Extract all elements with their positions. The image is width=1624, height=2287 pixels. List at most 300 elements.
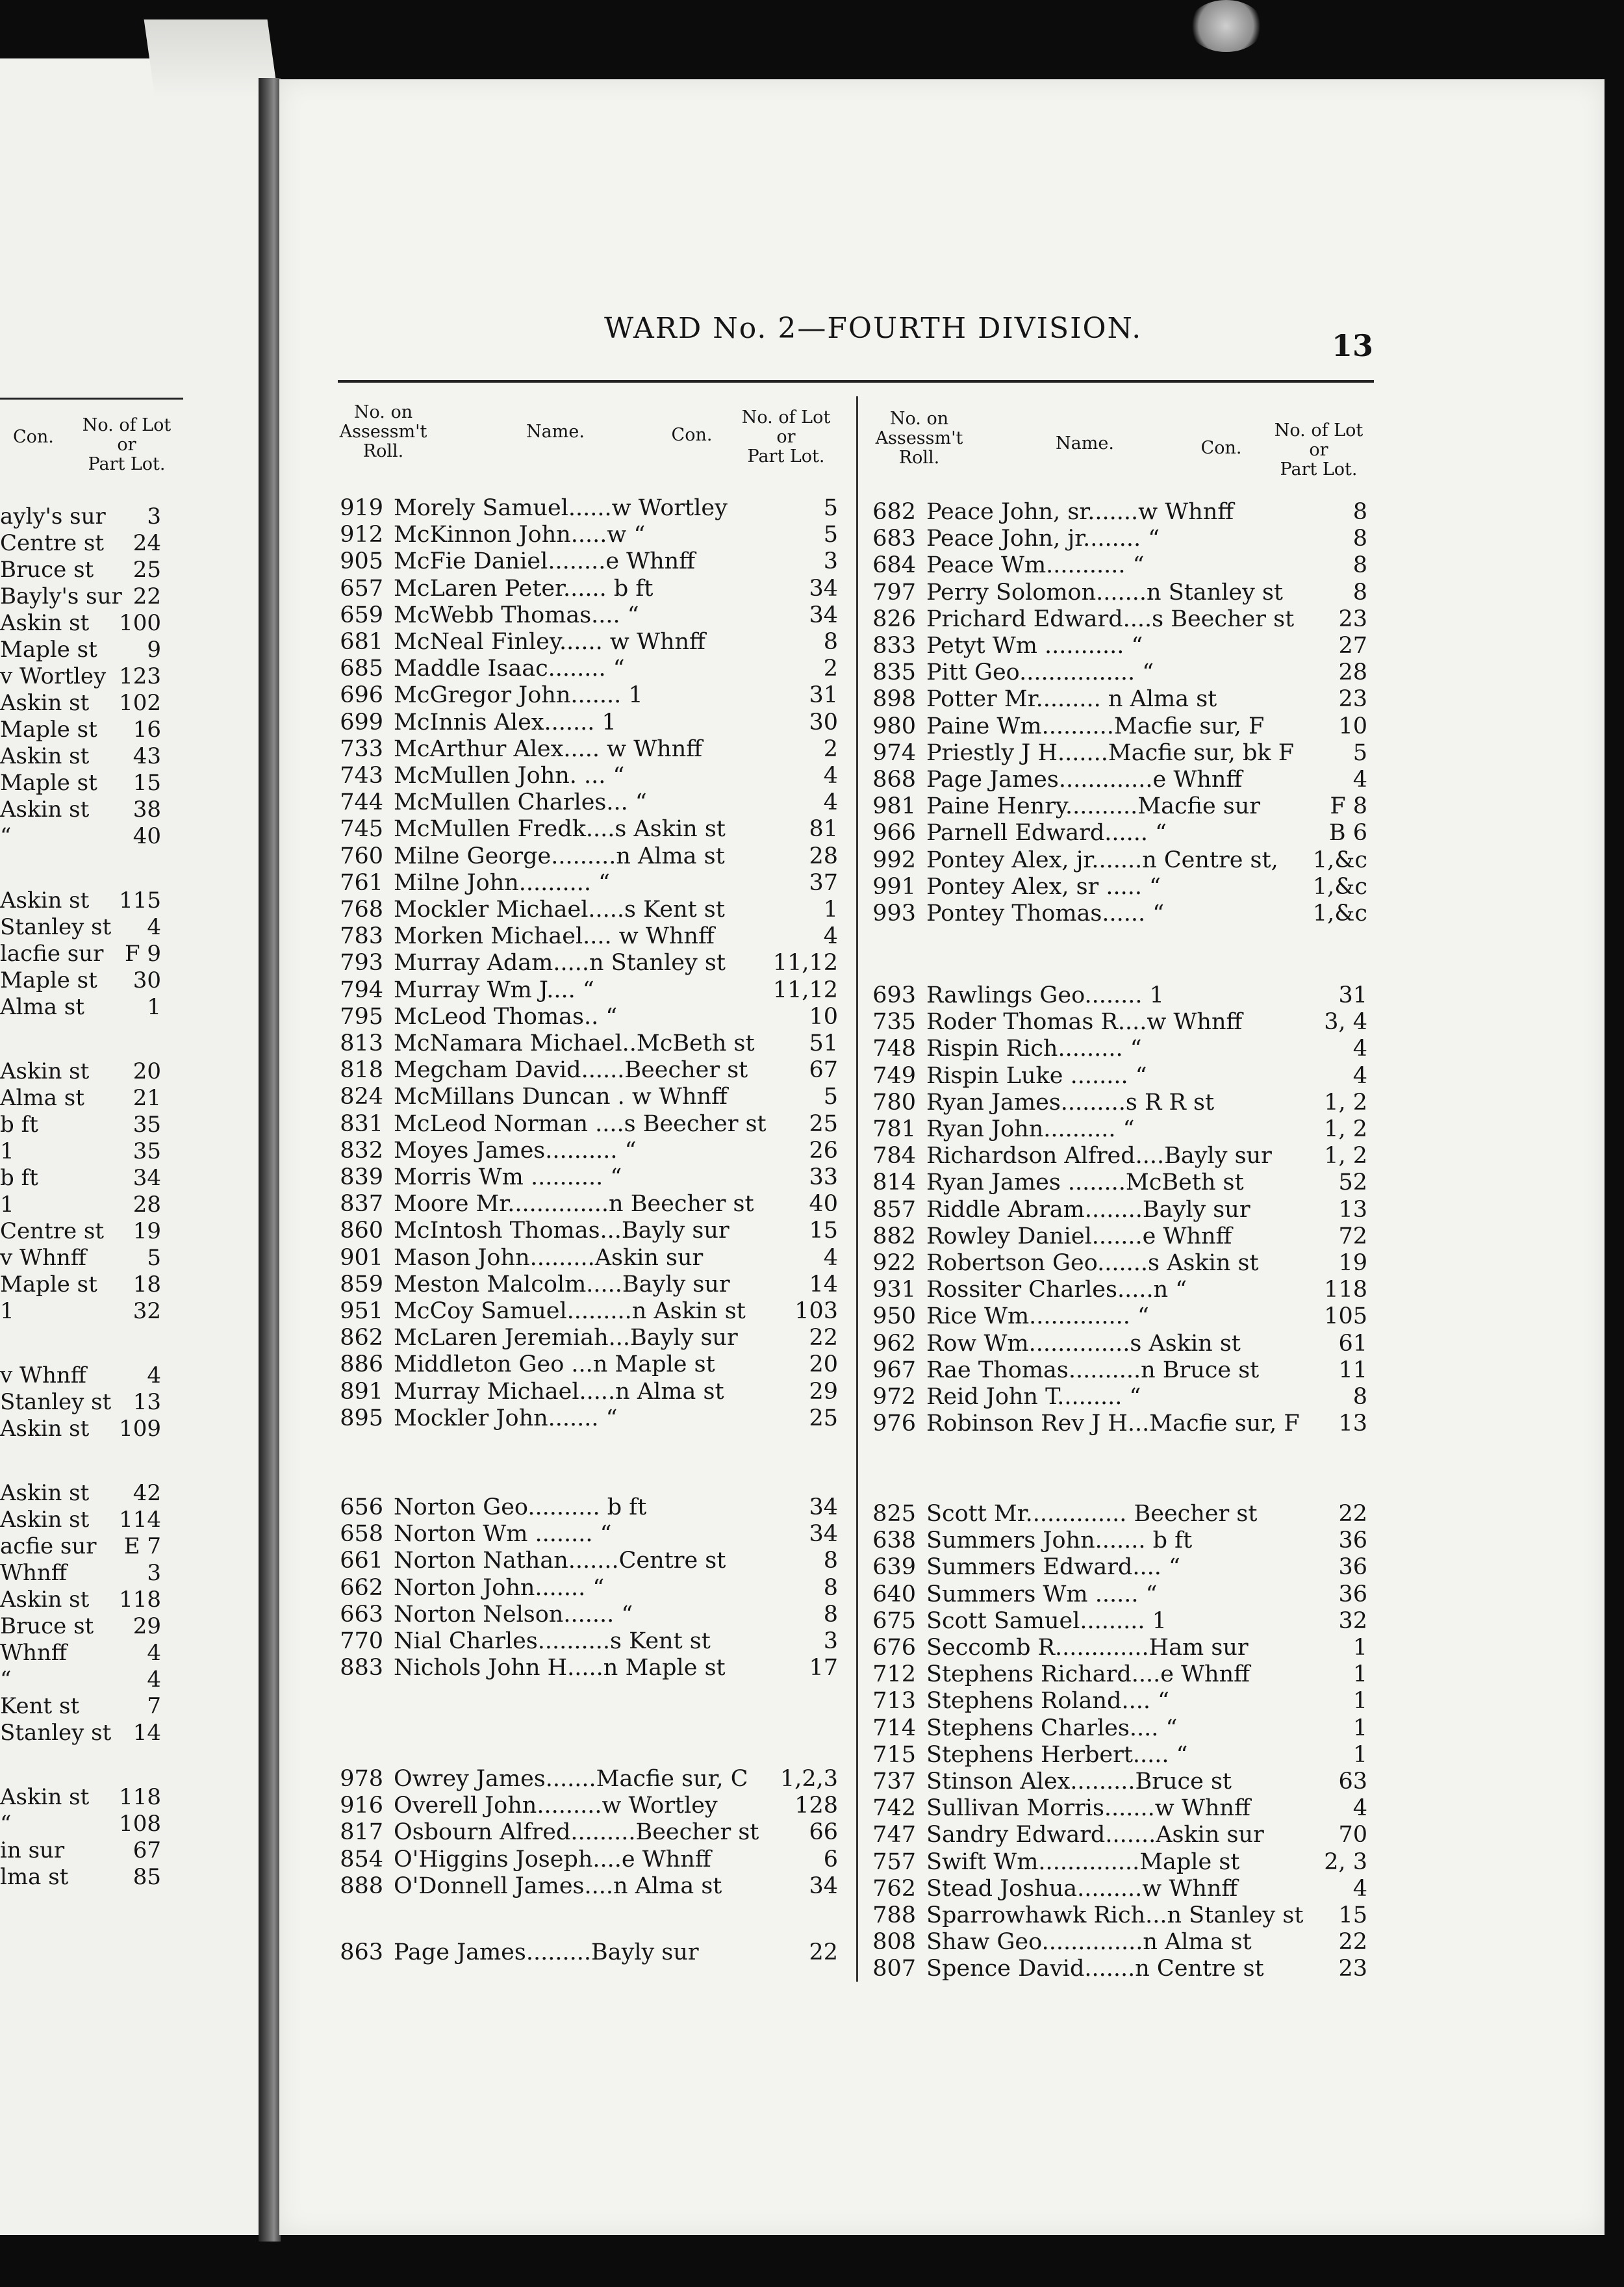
right-entry xyxy=(864,1715,1367,1741)
facing-con: Maple st xyxy=(0,1271,97,1297)
facing-con: Askin st xyxy=(0,1058,90,1084)
lot-number: 27 xyxy=(1338,633,1367,659)
facing-lot: 115 xyxy=(119,888,161,914)
roll-number: 663 xyxy=(340,1601,383,1628)
entry-name: Mockler Michael.....s Kent st xyxy=(394,897,725,923)
lot-number: 5 xyxy=(1352,739,1367,766)
facing-lot: 38 xyxy=(133,797,161,823)
left-con-header: Con. xyxy=(671,425,713,445)
roll-number: 813 xyxy=(340,1030,383,1056)
left-entry xyxy=(331,1245,838,1271)
entry-name: Page James.............e Whnff xyxy=(926,767,1243,793)
right-entry xyxy=(864,1303,1367,1329)
facing-row xyxy=(0,1271,161,1297)
lot-number: 2 xyxy=(823,656,838,682)
right-entry xyxy=(864,874,1367,900)
entry-name: Murray Adam.....n Stanley st xyxy=(394,950,726,977)
entry-name: Megcham David......Beecher st xyxy=(394,1057,748,1084)
entry-name: Norton Geo.......... b ft xyxy=(394,1494,647,1520)
entry-name: Page James.........Bayly sur xyxy=(394,1939,699,1965)
left-roll-header: No. on Assessm't Roll. xyxy=(339,402,427,461)
entry-name: Overell John.........w Wortley xyxy=(394,1793,718,1819)
lot-number: 1,&c xyxy=(1312,847,1367,873)
facing-lot: 35 xyxy=(133,1138,161,1164)
entry-name: Norton Nelson....... “ xyxy=(394,1601,633,1628)
facing-lot: 34 xyxy=(133,1165,161,1191)
left-entry xyxy=(331,1602,838,1628)
entry-name: Morely Samuel......w Wortley xyxy=(394,495,728,521)
entry-name: McMullen Fredk....s Askin st xyxy=(394,816,726,843)
roll-number: 962 xyxy=(872,1330,916,1357)
facing-row xyxy=(0,1389,161,1415)
entry-name: Row Wm..............s Askin st xyxy=(926,1330,1241,1357)
roll-number: 974 xyxy=(872,739,916,766)
entry-name: Richardson Alfred....Bayly sur xyxy=(926,1143,1272,1169)
left-entry xyxy=(331,1521,838,1547)
facing-row xyxy=(0,1442,161,1468)
roll-number: 931 xyxy=(872,1277,916,1303)
lot-number: 1 xyxy=(1352,1715,1367,1741)
entry-name: Stephens Roland.... “ xyxy=(926,1688,1169,1715)
roll-number: 993 xyxy=(872,901,916,926)
right-entry xyxy=(864,686,1367,712)
facing-row xyxy=(0,888,161,914)
facing-con: v Whnff xyxy=(0,1245,86,1271)
facing-lot: 40 xyxy=(133,823,161,849)
roll-number: 950 xyxy=(872,1303,916,1330)
roll-number: 784 xyxy=(872,1143,916,1169)
left-entry xyxy=(331,736,838,762)
right-entry xyxy=(864,1090,1367,1116)
facing-row xyxy=(0,941,161,967)
entry-name: Robinson Rev J H...Macfie sur, F xyxy=(926,1411,1300,1437)
entry-name: McArthur Alex..... w Whnff xyxy=(394,735,703,762)
roll-number: 824 xyxy=(340,1084,383,1110)
facing-lot: 4 xyxy=(147,1667,161,1693)
lot-number: 1 xyxy=(1352,1635,1367,1661)
facing-row xyxy=(0,1667,161,1693)
roll-number: 683 xyxy=(872,526,916,552)
lot-number: 31 xyxy=(1338,982,1367,1008)
facing-con: Askin st xyxy=(0,1480,90,1506)
lot-number: 4 xyxy=(823,923,838,950)
roll-number: 886 xyxy=(340,1351,383,1378)
right-entry xyxy=(864,1849,1367,1875)
lot-number: 13 xyxy=(1338,1196,1367,1223)
roll-number: 966 xyxy=(872,820,916,847)
roll-number: 922 xyxy=(872,1250,916,1276)
lot-number: B 6 xyxy=(1328,820,1367,847)
roll-number: 882 xyxy=(872,1223,916,1249)
facing-con: Alma st xyxy=(0,1085,84,1111)
entry-name: Spence David.......n Centre st xyxy=(926,1956,1264,1982)
entry-name: Seccomb R.............Ham sur xyxy=(926,1635,1249,1661)
left-entry xyxy=(331,763,838,789)
left-entry xyxy=(331,1271,838,1297)
left-entry xyxy=(331,1575,838,1601)
left-entry xyxy=(331,1628,838,1654)
lot-number: 1, 2 xyxy=(1324,1116,1367,1142)
entry-name: Stephens Richard....e Whnff xyxy=(926,1661,1250,1688)
lot-number: 28 xyxy=(809,843,838,869)
right-entry xyxy=(864,1527,1367,1553)
roll-number: 639 xyxy=(872,1554,916,1581)
facing-con: 1 xyxy=(0,1138,14,1164)
entry-name: McMillans Duncan . w Whnff xyxy=(394,1084,728,1110)
facing-con: v Wortley xyxy=(0,663,107,689)
lot-number: F 8 xyxy=(1330,793,1367,820)
lot-number: 20 xyxy=(809,1351,838,1378)
facing-con: Kent st xyxy=(0,1693,80,1719)
roll-number: 749 xyxy=(872,1062,916,1089)
entry-name: Ryan James ........McBeth st xyxy=(926,1169,1244,1196)
lot-number: 61 xyxy=(1338,1330,1367,1357)
facing-con: lma st xyxy=(0,1864,69,1890)
right-entry xyxy=(864,1169,1367,1195)
roll-number: 781 xyxy=(872,1116,916,1142)
entry-name: Priestly J H.......Macfie sur, bk F xyxy=(926,739,1295,766)
entry-name: Nial Charles..........s Kent st xyxy=(394,1628,711,1654)
left-entry xyxy=(331,1655,838,1681)
facing-con: Maple st xyxy=(0,967,97,993)
left-entry xyxy=(331,709,838,735)
entry-name: Moore Mr..............n Beecher st xyxy=(394,1191,754,1218)
facing-row xyxy=(0,690,161,716)
facing-row xyxy=(0,797,161,823)
entry-name: O'Higgins Joseph....e Whnff xyxy=(394,1846,711,1872)
facing-lot: 22 xyxy=(133,583,161,609)
facing-con: Askin st xyxy=(0,1587,90,1613)
entry-name: Peace Wm........... “ xyxy=(926,552,1145,579)
lot-number: 72 xyxy=(1338,1223,1367,1249)
entry-name: Milne George.........n Alma st xyxy=(394,843,725,869)
entry-name: Rossiter Charles.....n “ xyxy=(926,1277,1187,1303)
lot-number: 2 xyxy=(823,735,838,762)
facing-row xyxy=(0,504,161,530)
entry-name: Mockler John....... “ xyxy=(394,1405,618,1431)
lot-number: 1,2,3 xyxy=(780,1766,838,1792)
entry-name: Sandry Edward.......Askin sur xyxy=(926,1822,1264,1848)
entry-name: McCoy Samuel.........n Askin st xyxy=(394,1298,746,1324)
facing-row xyxy=(0,610,161,636)
facing-lot: 25 xyxy=(133,557,161,583)
lot-number: 4 xyxy=(823,789,838,816)
facing-con: b ft xyxy=(0,1165,38,1191)
lot-number: 10 xyxy=(1338,713,1367,739)
entry-name: Summers Wm ...... “ xyxy=(926,1581,1158,1607)
roll-number: 808 xyxy=(872,1929,916,1956)
roll-number: 742 xyxy=(872,1795,916,1822)
lot-number: 19 xyxy=(1338,1250,1367,1276)
roll-number: 991 xyxy=(872,873,916,900)
facing-con: Askin st xyxy=(0,1507,90,1533)
facing-lot: 3 xyxy=(147,504,161,530)
roll-number: 684 xyxy=(872,552,916,579)
right-entry xyxy=(864,847,1367,873)
lot-number: 1,&c xyxy=(1312,873,1367,900)
lot-number: 1 xyxy=(1352,1688,1367,1715)
entry-name: McWebb Thomas.... “ xyxy=(394,602,639,628)
lot-number: 11,12 xyxy=(772,977,838,1003)
facing-con: Askin st xyxy=(0,743,90,769)
roll-number: 980 xyxy=(872,713,916,739)
facing-row xyxy=(0,1640,161,1666)
right-entry xyxy=(864,1554,1367,1580)
facing-lot: 5 xyxy=(147,1245,161,1271)
roll-number: 972 xyxy=(872,1384,916,1410)
facing-row xyxy=(0,1192,161,1218)
facing-lot: F 9 xyxy=(124,941,161,967)
lot-number: 31 xyxy=(809,682,838,709)
lot-number: 22 xyxy=(809,1325,838,1351)
lot-number: 36 xyxy=(1338,1527,1367,1554)
lot-number: 4 xyxy=(823,763,838,789)
lot-number: 4 xyxy=(1352,1875,1367,1902)
facing-lot: 100 xyxy=(119,610,161,636)
lot-number: 1, 2 xyxy=(1324,1089,1367,1116)
lot-number: 36 xyxy=(1338,1581,1367,1607)
lot-number: 51 xyxy=(809,1030,838,1056)
facing-row xyxy=(0,1245,161,1271)
right-entry xyxy=(864,659,1367,685)
ink-blot xyxy=(1189,0,1263,52)
right-entry xyxy=(864,1223,1367,1249)
entry-name: Norton John....... “ xyxy=(394,1574,605,1601)
left-entry xyxy=(331,1819,838,1845)
entry-name: Norton Wm ........ “ xyxy=(394,1521,612,1548)
left-entry xyxy=(331,870,838,896)
facing-row xyxy=(0,557,161,583)
right-entry xyxy=(864,1250,1367,1276)
facing-lot: 123 xyxy=(119,663,161,689)
left-entry xyxy=(331,1379,838,1405)
roll-number: 685 xyxy=(340,656,383,682)
roll-number: 675 xyxy=(872,1607,916,1634)
entry-name: McLaren Peter...... b ft xyxy=(394,575,653,602)
roll-number: 863 xyxy=(340,1939,383,1965)
entry-name: Pitt Geo................ “ xyxy=(926,659,1154,686)
left-lot-header: No. of Lot or Part Lot. xyxy=(741,407,831,466)
lot-number: 14 xyxy=(809,1271,838,1297)
left-name-header: Name. xyxy=(526,422,585,442)
facing-row xyxy=(0,1165,161,1191)
lot-number: 63 xyxy=(1338,1769,1367,1795)
roll-number: 712 xyxy=(872,1661,916,1688)
facing-con: “ xyxy=(0,823,12,849)
facing-con: Whnff xyxy=(0,1640,67,1666)
facing-row xyxy=(0,1218,161,1244)
lot-number: 15 xyxy=(1338,1902,1367,1928)
lot-number: 40 xyxy=(809,1191,838,1218)
facing-row xyxy=(0,1362,161,1388)
lot-number: 34 xyxy=(809,1872,838,1899)
facing-lot: 9 xyxy=(147,637,161,663)
entry-name: Owrey James.......Macfie sur, C xyxy=(394,1766,748,1792)
facing-row xyxy=(0,1560,161,1586)
roll-number: 788 xyxy=(872,1902,916,1928)
entry-name: McInnis Alex....... 1 xyxy=(394,709,616,735)
roll-number: 780 xyxy=(872,1089,916,1116)
lot-number: 26 xyxy=(809,1137,838,1164)
facing-con: Stanley st xyxy=(0,1720,112,1746)
right-entry xyxy=(864,713,1367,739)
roll-number: 640 xyxy=(872,1581,916,1607)
lot-number: 34 xyxy=(809,575,838,602)
lot-number: 66 xyxy=(809,1819,838,1846)
roll-number: 682 xyxy=(872,499,916,525)
facing-con: b ft xyxy=(0,1112,38,1138)
lot-number: 4 xyxy=(1352,767,1367,793)
roll-number: 681 xyxy=(340,629,383,655)
facing-lot: 32 xyxy=(133,1298,161,1324)
roll-number: 737 xyxy=(872,1769,916,1795)
entry-name: Reid John T......... “ xyxy=(926,1384,1141,1410)
right-roll-header: No. on Assessm't Roll. xyxy=(875,409,963,468)
right-name-header: Name. xyxy=(1056,433,1114,454)
roll-number: 817 xyxy=(340,1819,383,1846)
left-entry xyxy=(331,1793,838,1819)
facing-con: Bayly's sur xyxy=(0,583,122,609)
lot-number: 1, 2 xyxy=(1324,1143,1367,1169)
entry-name: Stephens Herbert..... “ xyxy=(926,1741,1188,1768)
facing-con: Bruce st xyxy=(0,1613,94,1639)
left-entry xyxy=(331,629,838,655)
facing-con: Askin st xyxy=(0,1416,90,1442)
facing-lot: 16 xyxy=(133,717,161,743)
facing-con: Bruce st xyxy=(0,557,94,583)
entry-name: Pontey Alex, sr ..... “ xyxy=(926,873,1161,900)
left-entry xyxy=(331,977,838,1003)
entry-name: Middleton Geo ...n Maple st xyxy=(394,1351,715,1378)
roll-number: 905 xyxy=(340,548,383,575)
lot-number: 22 xyxy=(809,1939,838,1965)
entry-name: Mason John.........Askin sur xyxy=(394,1244,704,1271)
right-entry xyxy=(864,1411,1367,1437)
roll-number: 762 xyxy=(872,1875,916,1902)
left-entry xyxy=(331,1004,838,1030)
roll-number: 793 xyxy=(340,950,383,977)
roll-number: 657 xyxy=(340,575,383,602)
lot-number: 3, 4 xyxy=(1324,1009,1367,1036)
facing-lot: 118 xyxy=(119,1784,161,1810)
facing-con: “ xyxy=(0,1667,12,1693)
facing-con: Askin st xyxy=(0,797,90,823)
entry-name: Ryan James.........s R R st xyxy=(926,1089,1215,1116)
right-entry xyxy=(864,552,1367,578)
right-entry xyxy=(864,633,1367,659)
roll-number: 735 xyxy=(872,1009,916,1036)
right-entry xyxy=(864,1384,1367,1410)
entry-name: McMullen John. ... “ xyxy=(394,763,625,789)
entry-name: Rispin Luke ........ “ xyxy=(926,1062,1147,1089)
right-entry xyxy=(864,1635,1367,1661)
lot-number: 8 xyxy=(1352,499,1367,525)
page-number: 13 xyxy=(1332,328,1374,363)
entry-name: Norton Nathan.......Centre st xyxy=(394,1548,726,1574)
roll-number: 715 xyxy=(872,1741,916,1768)
left-entry xyxy=(331,1846,838,1872)
left-entry xyxy=(331,1057,838,1083)
roll-number: 795 xyxy=(340,1003,383,1030)
right-entry xyxy=(864,1357,1367,1383)
roll-number: 713 xyxy=(872,1688,916,1715)
facing-row xyxy=(0,1720,161,1746)
right-entry xyxy=(864,820,1367,846)
facing-row xyxy=(0,914,161,940)
roll-number: 826 xyxy=(872,606,916,632)
roll-number: 898 xyxy=(872,686,916,713)
lot-number: 128 xyxy=(794,1793,838,1819)
lot-number: 4 xyxy=(1352,1795,1367,1822)
lot-number: 25 xyxy=(809,1405,838,1431)
roll-number: 676 xyxy=(872,1635,916,1661)
right-entry xyxy=(864,1822,1367,1848)
lot-number: 17 xyxy=(809,1655,838,1681)
facing-row xyxy=(0,1864,161,1890)
entry-name: O'Donnell James....n Alma st xyxy=(394,1872,722,1899)
roll-number: 951 xyxy=(340,1298,383,1324)
right-entry xyxy=(864,1742,1367,1768)
lot-number: 6 xyxy=(823,1846,838,1872)
lot-number: 5 xyxy=(823,495,838,521)
facing-con: Maple st xyxy=(0,770,97,796)
left-entry xyxy=(331,843,838,869)
roll-number: 748 xyxy=(872,1036,916,1062)
entry-name: McKinnon John.....w “ xyxy=(394,522,646,548)
left-entry xyxy=(331,1111,838,1137)
facing-con: ayly's sur xyxy=(0,504,106,530)
facing-row xyxy=(0,1058,161,1084)
facing-lot: 42 xyxy=(133,1480,161,1506)
roll-number: 916 xyxy=(340,1793,383,1819)
lot-number: 3 xyxy=(823,548,838,575)
roll-number: 814 xyxy=(872,1169,916,1196)
entry-name: Swift Wm..............Maple st xyxy=(926,1848,1240,1875)
lot-number: 23 xyxy=(1338,686,1367,713)
right-entry xyxy=(864,1581,1367,1607)
left-entry xyxy=(331,1873,838,1899)
left-entry xyxy=(331,1494,838,1520)
roll-number: 992 xyxy=(872,847,916,873)
entry-name: Milne John.......... “ xyxy=(394,869,611,896)
lot-number: 13 xyxy=(1338,1411,1367,1437)
facing-row xyxy=(0,1085,161,1111)
facing-lot: 118 xyxy=(119,1587,161,1613)
roll-number: 857 xyxy=(872,1196,916,1223)
lot-number: 8 xyxy=(823,1601,838,1628)
lot-number: 28 xyxy=(1338,659,1367,686)
lot-number: 34 xyxy=(809,1494,838,1520)
roll-number: 839 xyxy=(340,1164,383,1190)
facing-row xyxy=(0,530,161,556)
roll-number: 797 xyxy=(872,579,916,606)
lot-number: 8 xyxy=(823,629,838,655)
facing-row xyxy=(0,823,161,849)
facing-lot: 4 xyxy=(147,914,161,940)
entry-name: Rispin Rich......... “ xyxy=(926,1036,1142,1062)
entry-name: Roder Thomas R....w Whnff xyxy=(926,1009,1243,1036)
lot-number: 10 xyxy=(809,1003,838,1030)
facing-con: lacfie sur xyxy=(0,941,104,967)
lot-number: 8 xyxy=(1352,1384,1367,1410)
entry-name: Petyt Wm ........... “ xyxy=(926,633,1143,659)
roll-number: 743 xyxy=(340,763,383,789)
roll-number: 733 xyxy=(340,735,383,762)
roll-number: 835 xyxy=(872,659,916,686)
facing-lot: 24 xyxy=(133,530,161,556)
entry-name: Paine Henry..........Macfie sur xyxy=(926,793,1261,820)
facing-lot: 20 xyxy=(133,1058,161,1084)
